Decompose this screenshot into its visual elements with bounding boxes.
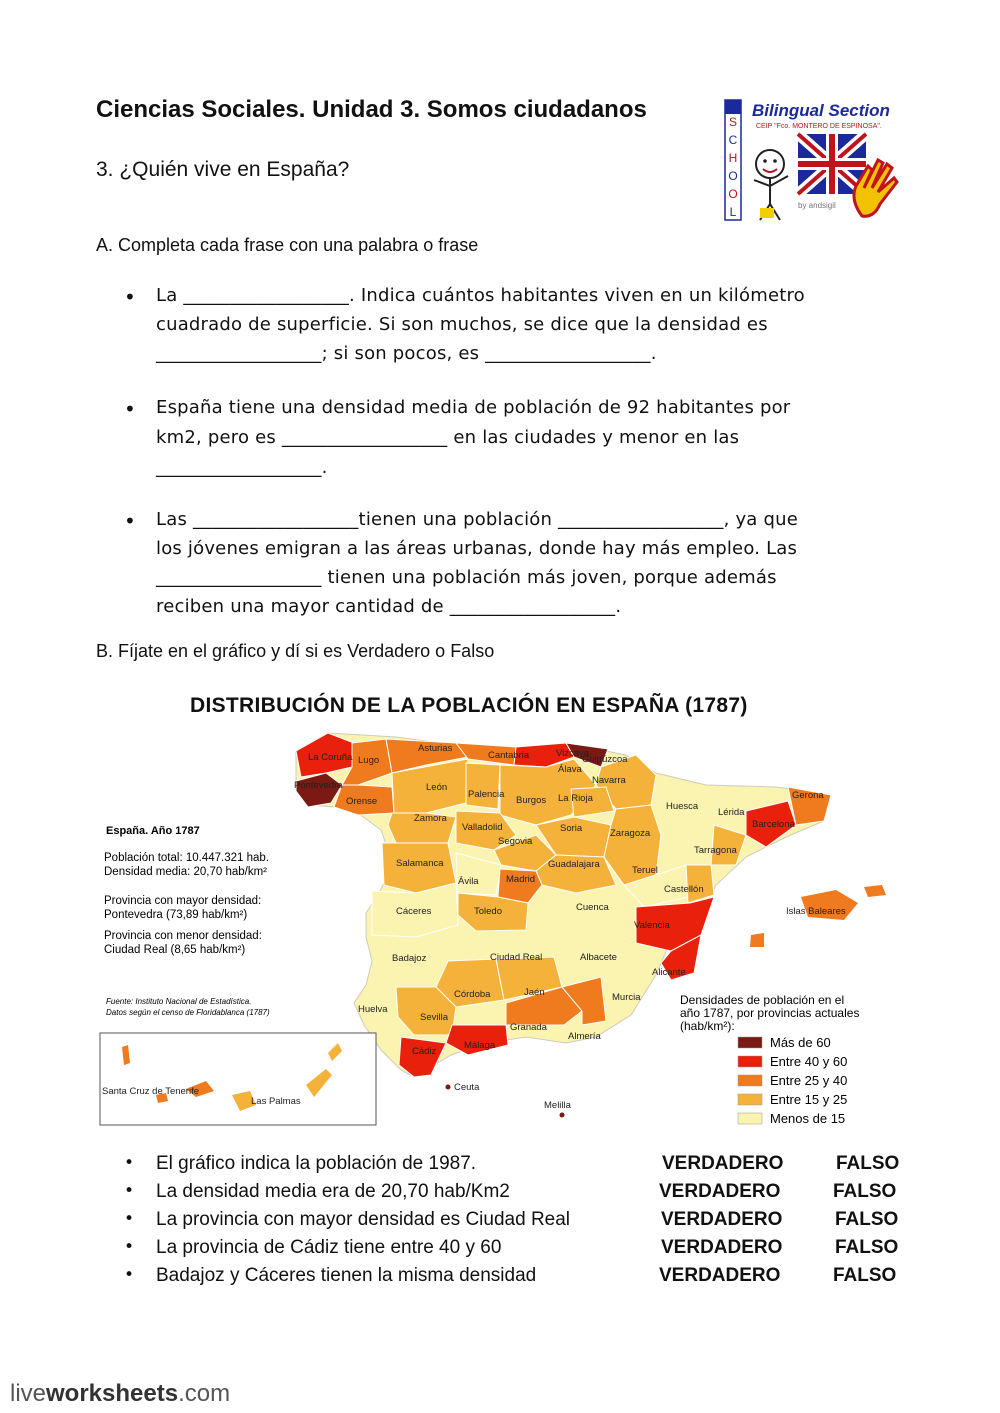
logo-letter-6: L	[729, 205, 737, 219]
bullet: •	[124, 509, 136, 533]
section-b-heading: B. Fíjate en el gráfico y dí si es Verdadero o Falso	[96, 641, 495, 661]
map-info-line: Provincia con menor densidad:	[104, 930, 262, 942]
logo-text: Bilingual Section	[752, 101, 890, 120]
province-label: Badajoz	[392, 953, 427, 964]
map-info-line: Densidad media: 20,70 hab/km²	[104, 866, 268, 878]
bullet: •	[124, 1181, 135, 1201]
legend-label: Menos de 15	[770, 1111, 846, 1126]
footer-brand: worksheets	[46, 1380, 179, 1407]
province-label: Soria	[560, 823, 583, 834]
province-label: Teruel	[632, 865, 658, 876]
spain-population-map	[96, 725, 906, 1130]
section-a-heading: A. Completa cada frase con una palabra o frase	[96, 235, 479, 255]
ibiza-shape	[750, 933, 764, 947]
province-label: Cádiz	[412, 1046, 437, 1057]
legend-swatch	[738, 1056, 762, 1067]
province-label: Almería	[568, 1031, 601, 1042]
province-label: Vizcaya	[556, 748, 590, 759]
map-source-line: Fuente: Instituto Nacional de Estadística.	[106, 997, 252, 1006]
bullet: •	[124, 397, 136, 421]
map-info-line: Ciudad Real (8,65 hab/km²)	[104, 944, 246, 956]
fill-in-item-1	[156, 281, 903, 368]
legend-title-line: Densidades de población en el	[680, 993, 845, 1007]
footer-suffix: .com	[178, 1380, 231, 1407]
bilingual-section-logo	[722, 96, 904, 224]
legend-label: Más de 60	[770, 1035, 831, 1050]
province-label: Lugo	[358, 755, 380, 766]
ceuta-dot	[446, 1085, 451, 1090]
province-label: León	[426, 782, 448, 793]
province-label: Guipúzcoa	[582, 754, 628, 765]
province-label: Zamora	[414, 813, 447, 824]
page-title: Ciencias Sociales. Unidad 3. Somos ciudadanos	[96, 96, 647, 123]
map-info-title: España. Año 1787	[106, 825, 200, 837]
item-1-line-3: __________________; si son pocos, es __________________.	[156, 343, 657, 364]
province-label: Burgos	[516, 795, 547, 806]
statement-text: La provincia con mayor densidad es Ciudad Real	[156, 1209, 571, 1230]
bullet: •	[124, 1209, 135, 1229]
province-label: Orense	[346, 796, 378, 807]
province-label: Segovia	[498, 836, 533, 847]
statement-text: Badajoz y Cáceres tienen la misma densidad	[156, 1265, 537, 1286]
province-label: Granada	[510, 1022, 547, 1033]
logo-letter-5: O	[728, 187, 738, 201]
false-option-button[interactable]: FALSO	[835, 1237, 899, 1258]
province-label: Asturias	[418, 743, 453, 754]
province-label: Ceuta	[454, 1082, 480, 1093]
item-2-line-3: __________________.	[156, 457, 328, 478]
statement-text: La provincia de Cádiz tiene entre 40 y 60	[156, 1237, 502, 1258]
true-option-button[interactable]: VERDADERO	[661, 1237, 783, 1258]
province-label: Alicante	[652, 967, 686, 978]
statement-text: La densidad media era de 20,70 hab/Km2	[156, 1181, 510, 1202]
map-source-line: Datos según el censo de Floridablanca (1787)	[106, 1008, 270, 1017]
true-false-item	[124, 1237, 914, 1263]
item-2-line-1: España tiene una densidad media de población de 92 habitantes por	[156, 397, 791, 418]
logo-letter-3: H	[728, 151, 738, 165]
province-label: Zaragoza	[610, 828, 651, 839]
province-label: Cáceres	[396, 906, 432, 917]
false-option-button[interactable]: FALSO	[836, 1153, 900, 1174]
stick-figure-icon	[754, 150, 788, 220]
true-option-button[interactable]: VERDADERO	[659, 1181, 781, 1202]
false-option-button[interactable]: FALSO	[833, 1181, 897, 1202]
province-label: Valencia	[634, 920, 670, 931]
legend-swatch	[738, 1113, 762, 1124]
logo-credit: by andsigil	[798, 201, 836, 210]
liveworksheets-logo	[10, 1380, 230, 1408]
fill-in-item-2	[156, 393, 903, 483]
province-label: Málaga	[464, 1040, 496, 1051]
fill-in-item-3	[156, 505, 903, 621]
province-label: Ciudad Real	[490, 952, 543, 963]
province-label: Cuenca	[576, 902, 609, 913]
province-label: La Rioja	[558, 793, 593, 804]
item-1-line-1: La __________________. Indica cuántos habitantes viven en un kilómetro	[156, 285, 805, 306]
map-info-line: Pontevedra (73,89 hab/km²)	[104, 909, 248, 921]
legend-swatch	[738, 1037, 762, 1048]
legend-swatch	[738, 1094, 762, 1105]
province-label: Cantabria	[488, 750, 530, 761]
bullet: •	[124, 1237, 135, 1257]
logo-letter-4: O	[728, 169, 738, 183]
legend-label: Entre 40 y 60	[770, 1054, 848, 1069]
province-label: Barcelona	[752, 819, 795, 830]
true-option-button[interactable]: VERDADERO	[661, 1209, 783, 1230]
province-label: Guadalajara	[548, 859, 600, 870]
province-label: Islas Baleares	[786, 906, 846, 917]
province-label: Santa Cruz de Tenerife	[102, 1086, 199, 1097]
province-label: Álava	[558, 764, 582, 775]
province-label: Jaén	[524, 987, 545, 998]
legend-title-line: año 1787, por provincias actuales	[680, 1006, 860, 1020]
school-blocks	[725, 100, 741, 220]
province-label: Sevilla	[420, 1012, 448, 1023]
map-info-line: Población total: 10.447.321 hab.	[104, 852, 269, 864]
province-label: La Coruña	[308, 752, 353, 763]
melilla-dot	[560, 1113, 565, 1118]
province-label: Huesca	[666, 801, 699, 812]
province-label: Navarra	[592, 775, 626, 786]
palencia-region	[466, 763, 500, 809]
legend-swatch	[738, 1075, 762, 1086]
true-false-item	[124, 1153, 914, 1179]
item-1-line-2: cuadrado de superficie. Si son muchos, se dice que la densidad es	[156, 314, 768, 335]
legend-label: Entre 25 y 40	[770, 1073, 848, 1088]
true-false-item	[124, 1209, 914, 1235]
province-label: Ávila	[458, 876, 479, 887]
province-label: Tarragona	[694, 845, 737, 856]
item-3-line-2: los jóvenes emigran a las áreas urbanas, donde hay más empleo. Las	[156, 538, 798, 559]
province-label: Palencia	[468, 789, 505, 800]
true-option-button[interactable]: VERDADERO	[659, 1265, 781, 1286]
cadiz-region	[399, 1037, 446, 1077]
province-label: Pontevedra	[294, 780, 343, 791]
item-3-line-1: Las __________________tienen una población __________________, ya que	[156, 509, 798, 530]
true-option-button[interactable]: VERDADERO	[662, 1153, 784, 1174]
bullet: •	[124, 285, 136, 309]
logo-school: CEIP "Fco. MONTERO DE ESPINOSA".	[756, 123, 882, 130]
item-3-line-4: reciben una mayor cantidad de __________________.	[156, 596, 622, 617]
statement-text: El gráfico indica la población de 1987.	[156, 1153, 477, 1174]
province-label: Valladolid	[462, 822, 503, 833]
province-label: Albacete	[580, 952, 617, 963]
false-option-button[interactable]: FALSO	[833, 1265, 897, 1286]
province-label: Lérida	[718, 807, 745, 818]
province-label: Córdoba	[454, 989, 491, 1000]
logo-letter-1: S	[728, 115, 738, 129]
province-label: Las Palmas	[251, 1096, 301, 1107]
province-label: Gerona	[792, 790, 824, 801]
page-subtitle: 3. ¿Quién vive en España?	[96, 158, 350, 181]
map-title: DISTRIBUCIÓN DE LA POBLACIÓN EN ESPAÑA (1787)	[190, 694, 748, 717]
true-false-item	[124, 1181, 914, 1207]
map-legend	[680, 993, 859, 1126]
menorca-shape	[864, 885, 886, 897]
footer-prefix: live	[10, 1380, 47, 1407]
legend-title-line: (hab/km²):	[680, 1019, 735, 1033]
item-2-line-2: km2, pero es __________________ en las ciudades y menor en las	[156, 427, 740, 448]
map-info	[104, 825, 270, 1017]
province-label: Toledo	[474, 906, 502, 917]
province-label: Salamanca	[396, 858, 444, 869]
true-false-item	[124, 1265, 914, 1291]
false-option-button[interactable]: FALSO	[835, 1209, 899, 1230]
map-info-line: Provincia con mayor densidad:	[104, 895, 262, 907]
province-label: Melilla	[544, 1100, 571, 1111]
province-label: Castellón	[664, 884, 704, 895]
logo-letter-2: C	[728, 133, 738, 147]
bullet: •	[124, 1265, 135, 1285]
province-label: Murcia	[612, 992, 641, 1003]
item-3-line-3: __________________ tienen una población más joven, porque además	[156, 567, 777, 588]
legend-label: Entre 15 y 25	[770, 1092, 848, 1107]
province-label: Madrid	[506, 874, 536, 885]
bullet: •	[124, 1153, 135, 1173]
province-label: Huelva	[358, 1004, 388, 1015]
